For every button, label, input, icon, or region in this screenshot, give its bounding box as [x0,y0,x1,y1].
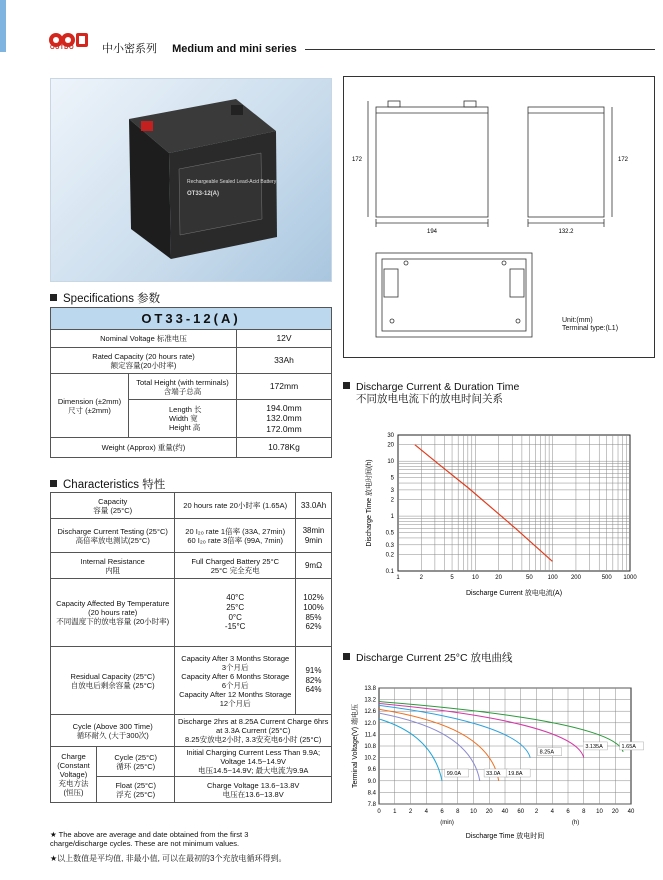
lwh-labels: Length 长 Width 宽 Height 高 [129,400,237,438]
chart1-y-tick: 0.3 [385,542,394,549]
logo-text: OUTDO [50,45,75,51]
total-height-label: Total Height (with terminals) 含端子总高 [129,374,237,400]
residual-values: 91% 82% 64% [296,647,332,715]
chart2-y-tick: 12.6 [364,709,376,716]
residual-capacity-label: Residual Capacity (25°C) 自放电后剩余容量 (25°C) [51,647,175,715]
chart2-ylabel: Terminal Voltage(V) 端电压 [352,703,359,789]
nominal-voltage-label: Nominal Voltage 标准电压 [51,330,237,348]
series-cn: 中小密系列 [102,43,157,55]
chart1-y-tick: 3 [390,487,394,494]
dimension-label: Dimension (±2mm) 尺寸 (±2mm) [51,374,129,438]
product-photo [50,78,332,282]
chart1-x-tick: 5 [450,575,454,581]
model-name: OT33-12(A) [51,308,332,330]
temp-list: 40°C 25°C 0°C -15°C [175,579,296,647]
cycle-charge-cond: Initial Charging Current Less Than 9.9A; Voltage 14.5~14.9V 电压14.5~14.9V; 最大电流为9.9A [175,747,332,777]
dim-length: 194 [426,229,438,235]
cycle-sub-label: Cycle (25°C) 循环 (25°C) [97,747,175,777]
chart2-x-tick: 8 [456,809,460,815]
chart1-x-tick: 1 [396,575,400,581]
series-title [102,40,297,56]
temp-capacity-label: Capacity Affected By Temperature (20 hours rate) 不同温度下的放电容量 (20小时率) [51,579,175,647]
chart2-title: Discharge Current 25°C 放电曲线 [343,650,513,665]
internal-resistance-cond: Full Charged Battery 25°C 25°C 完全充电 [175,553,296,579]
dimension-drawing [343,76,655,358]
discharge-curve-chart [343,668,655,868]
residual-conds: Capacity After 3 Months Storage 3个月后 Capacity After 6 Months Storage 6个月后 Capacity After 12 Months Storage 12个月后 [175,647,296,715]
weight-label: Weight (Approx) 重量(约) [51,438,237,458]
rated-capacity-label: Rated Capacity (20 hours rate) 额定容量(20小时率) [51,348,237,374]
discharge-cond: 20 I₂₀ rate 1倍率 (33A, 27min) 60 I₂₀ rate 3倍率 (99A, 7min) [175,519,296,553]
chart2-y-tick: 8.4 [367,790,376,797]
discharge-duration-chart [343,408,655,638]
chart1-y-tick: 0.2 [385,552,394,559]
lwh-values: 194.0mm 132.0mm 172.0mm [237,400,332,438]
spec-table [50,307,332,458]
chart1-x-tick: 1000 [623,575,637,581]
chart2-y-tick: 9.0 [367,778,376,785]
char-table [50,492,332,803]
cycle-label: Cycle (Above 300 Time) 循环耐久 (大于300次) [51,715,175,747]
chart1-x-tick: 2 [419,575,423,581]
chart1-frame [398,435,630,571]
chart2-x-tick: 60 [517,809,525,815]
chart1-y-tick: 0.1 [385,569,394,575]
capacity-value: 33.0Ah [296,493,332,519]
chart1-x-tick: 10 [471,575,479,581]
float-sub-label: Float (25°C) 浮充 (25°C) [97,777,175,803]
chart2-curve-label: 99.0A [446,771,462,777]
bullet-square-icon [343,382,350,389]
bullet-square-icon [50,480,57,487]
chart2-x-tick: 4 [424,809,428,815]
note-cn: ★以上数值是平均值, 非最小值, 可以在最初的3个充放电循环得到。 [50,854,287,863]
chart2-x-tick: 1 [393,809,397,815]
chart1-x-tick: 500 [601,575,612,581]
chart1-y-tick: 5 [390,475,394,482]
chart2-x-tick: 2 [408,809,413,815]
temp-values: 102% 100% 85% 62% [296,579,332,647]
internal-resistance-value: 9mΩ [296,553,332,579]
chart1-x-tick: 20 [495,575,502,581]
chart1-y-tick: 20 [387,442,394,449]
chart2-y-tick: 7.8 [367,802,376,808]
chart2-y-tick: 13.2 [364,697,376,704]
chart2-x-unit-h: (h) [571,820,580,826]
chart2-curve-label: 8.25A [539,749,555,756]
chart2-y-tick: 12.0 [364,720,376,727]
chart2-x-tick: 0 [377,809,381,815]
bullet-square-icon [343,653,350,660]
chart2-x-unit-min: (min) [440,820,454,826]
chart2-x-tick: 10 [470,809,477,815]
chart2-y-tick: 10.8 [364,744,376,750]
chart2-x-tick: 20 [611,809,619,815]
chart1-xlabel: Discharge Current 放电电流(A) [465,590,563,597]
chart2-curve-label: 19.8A [508,771,523,777]
internal-resistance-label: Internal Resistance 内阻 [51,553,175,579]
total-height-value: 172mm [237,374,332,400]
brand-bar [0,0,6,52]
chart2-curve-label: 3.135A [585,743,603,750]
nominal-voltage-value: 12V [237,330,332,348]
char-title: Characteristics 特性 [50,476,165,492]
header-rule [305,49,655,50]
chart1-ylabel: Discharge Time 放电时间(h) [366,459,373,547]
chart1-title: Discharge Current & Duration Time 不同放电电流下的放电时间关系 [343,381,519,405]
chart1-series-line [415,445,553,562]
chart2-xlabel: Discharge Time 放电时间 [465,833,545,840]
chart2-x-tick: 40 [501,809,509,815]
chart2-curve-label: 33.0A [486,771,501,777]
chart2-x-tick: 10 [596,809,603,815]
chart1-x-tick: 100 [547,575,558,581]
rated-capacity-value: 33Ah [237,348,332,374]
discharge-value: 38min 9min [296,519,332,553]
cycle-cond: Discharge 2hrs at 8.25A Current Charge 6hrs at 3.3A Current (25°C) 8.25安放电2小时, 3.3安充电6小时 (25°C) [175,715,332,747]
bullet-square-icon [50,294,57,301]
chart2-x-tick: 20 [485,809,493,815]
dim-height-front: 172 [351,157,362,163]
chart1-y-tick: 0.5 [385,530,394,537]
chart2-x-tick: 6 [566,809,570,815]
dim-height-side: 172 [618,157,629,163]
note-en: ★ The above are average and date obtained from the first 3 charge/discharge cycles. These are not minimum values. [50,830,249,849]
capacity-cond: 20 hours rate 20小时率 (1.65A) [175,493,296,519]
chart2-y-tick: 9.6 [367,767,376,774]
chart2-y-tick: 11.4 [364,732,376,739]
chart1-y-tick: 30 [387,433,394,439]
capacity-label: Capacity 容量 (25°C) [51,493,175,519]
chart2-x-tick: 4 [550,809,554,815]
charge-label: Charge (Constant Voltage) 充电方法 (恒压) [51,747,97,803]
chart2-y-tick: 13.8 [364,686,376,692]
chart1-x-tick: 200 [570,575,581,581]
chart2-x-tick: 40 [627,809,635,815]
discharge-label: Discharge Current Testing (25°C) 高倍率放电测试(25°C) [51,519,175,553]
chart2-x-tick: 8 [582,809,586,815]
battery-label-line-1: Rechargeable Sealed Lead-Acid Battery [187,179,277,185]
float-charge-cond: Charge Voltage 13.6~13.8V 电压在13.6~13.8V [175,777,332,803]
chart1-y-tick: 1 [390,514,394,521]
chart1-y-tick: 10 [387,459,394,466]
chart1-y-tick: 2 [390,497,394,504]
unit-note: Unit:(mm) Terminal type:(L1) [562,317,619,333]
spec-title: Specifications 参数 [50,290,160,306]
chart1-x-tick: 50 [526,575,533,581]
chart2-x-tick: 6 [440,809,444,815]
chart2-x-tick: 2 [534,809,539,815]
battery-label-line-2: OT33-12(A) [187,191,220,197]
dim-width: 132.2 [558,229,574,235]
chart2-y-tick: 10.2 [364,755,376,762]
series-en: Medium and mini series [172,43,297,55]
weight-value: 10.78Kg [237,438,332,458]
chart2-curve-label: 1.65A [621,743,636,750]
